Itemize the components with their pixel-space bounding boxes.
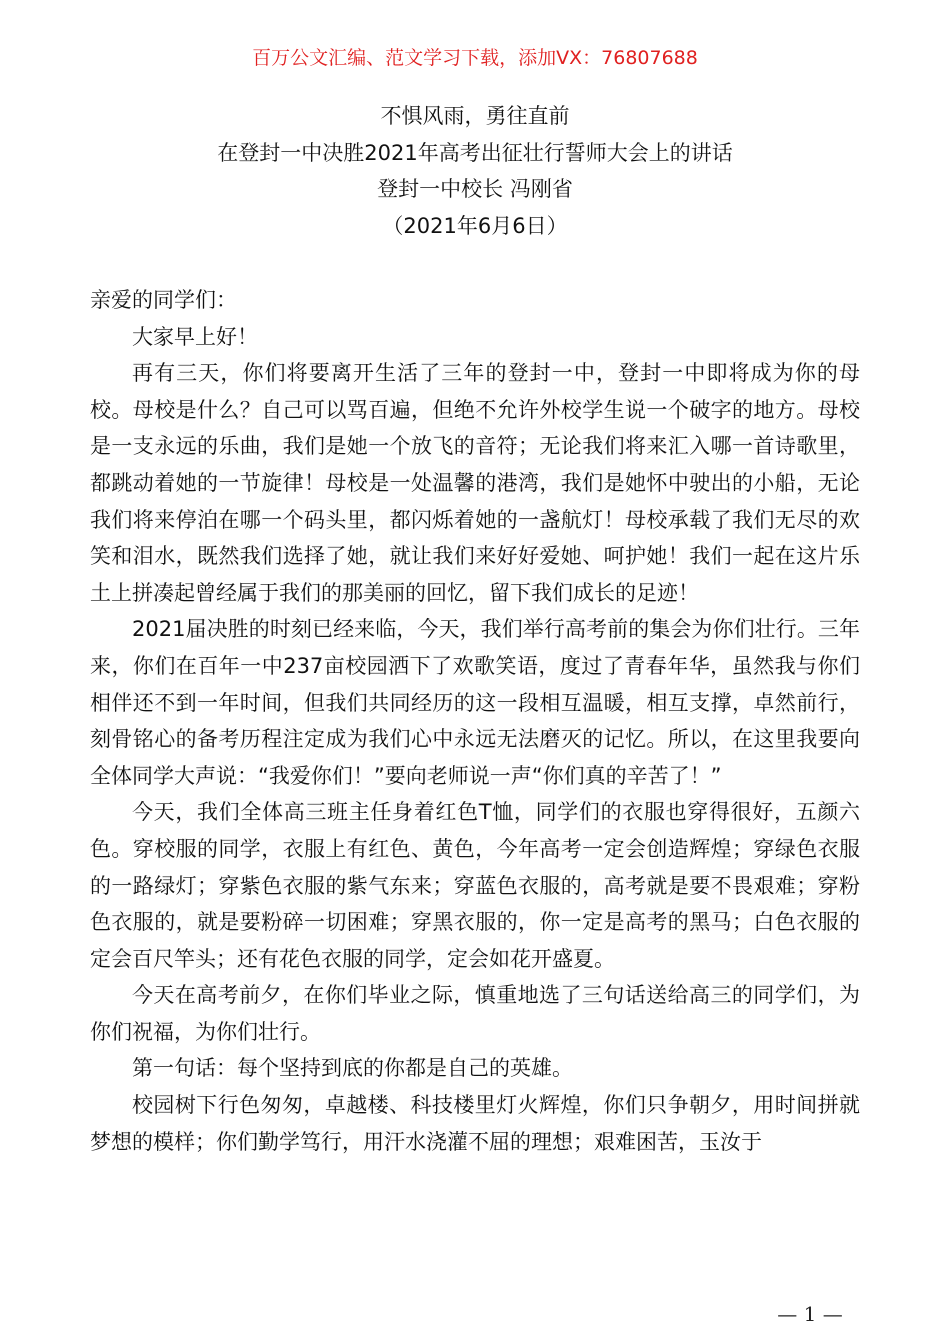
salutation: 亲爱的同学们： xyxy=(90,288,237,312)
paragraph-heading: 第一句话：每个坚持到底的你都是自己的英雄。 xyxy=(132,1056,573,1081)
header-banner: 百万公文汇编、范文学习下载，添加VX：76807688 xyxy=(252,47,698,69)
document-date: （2021年6月6日） xyxy=(382,213,568,238)
title-block xyxy=(0,98,950,244)
paragraph: 2021届决胜的时刻已经来临，今天，我们举行高考前的集会为你们壮行。三年来，你们在百年一中237亩校园洒下了欢歌笑语，度过了青春年华，虽然我与你们相伴还不到一年时间，但我们共同经历的这一段相互温暖，相互支撑，卓然前行，刻骨铭心的备考历程注定成为我们心中永远无法磨灭的记忆。所以，在这里我要向全体同学大声说：“我爱你们！”要向老师说一声“你们真的辛苦了！” xyxy=(90,617,860,788)
paragraph: 再有三天，你们将要离开生活了三年的登封一中，登封一中即将成为你的母校。母校是什么？自己可以骂百遍，但绝不允许外校学生说一个破字的地方。母校是一支永远的乐曲，我们是她一个放飞的音符；无论我们将来汇入哪一首诗歌里，都跳动着她的一节旋律！母校是一处温馨的港湾，我们是她怀中驶出的小船，无论我们将来停泊在哪一个码头里，都闪烁着她的一盏航灯！母校承载了我们无尽的欢笑和泪水，既然我们选择了她，就让我们来好好爱她、呵护她！我们一起在这片乐土上拼凑起曾经属于我们的那美丽的回忆，留下我们成长的足迹！ xyxy=(90,361,860,605)
paragraph-greeting: 大家早上好！ xyxy=(132,324,258,349)
paragraph: 今天在高考前夕，在你们毕业之际，慎重地选了三句话送给高三的同学们，为你们祝福，为你们壮行。 xyxy=(90,983,860,1044)
paragraph: 今天，我们全体高三班主任身着红色T恤，同学们的衣服也穿得很好，五颜六色。穿校服的同学，衣服上有红色、黄色，今年高考一定会创造辉煌；穿绿色衣服的一路绿灯；穿紫色衣服的紫气东来；穿蓝色衣服的，高考就是要不畏艰难；穿粉色衣服的，就是要粉碎一切困难；穿黑衣服的，你一定是高考的黑马；白色衣服的定会百尺竿头；还有花色衣服的同学，定会如花开盛夏。 xyxy=(90,800,860,971)
paragraph: 校园树下行色匆匆，卓越楼、科技楼里灯火辉煌，你们只争朝夕，用时间拼就梦想的模样；你们勤学笃行，用汗水浇灌不屈的理想；艰难困苦，玉汝于 xyxy=(90,1093,860,1154)
page-number: — 1 — xyxy=(777,1302,843,1326)
document-title: 不惧风雨，勇往直前 xyxy=(380,104,570,128)
document-author: 登封一中校长 冯刚省 xyxy=(377,177,573,201)
document-subtitle: 在登封一中决胜2021年高考出征壮行誓师大会上的讲话 xyxy=(217,140,733,165)
document-body xyxy=(90,282,860,1160)
